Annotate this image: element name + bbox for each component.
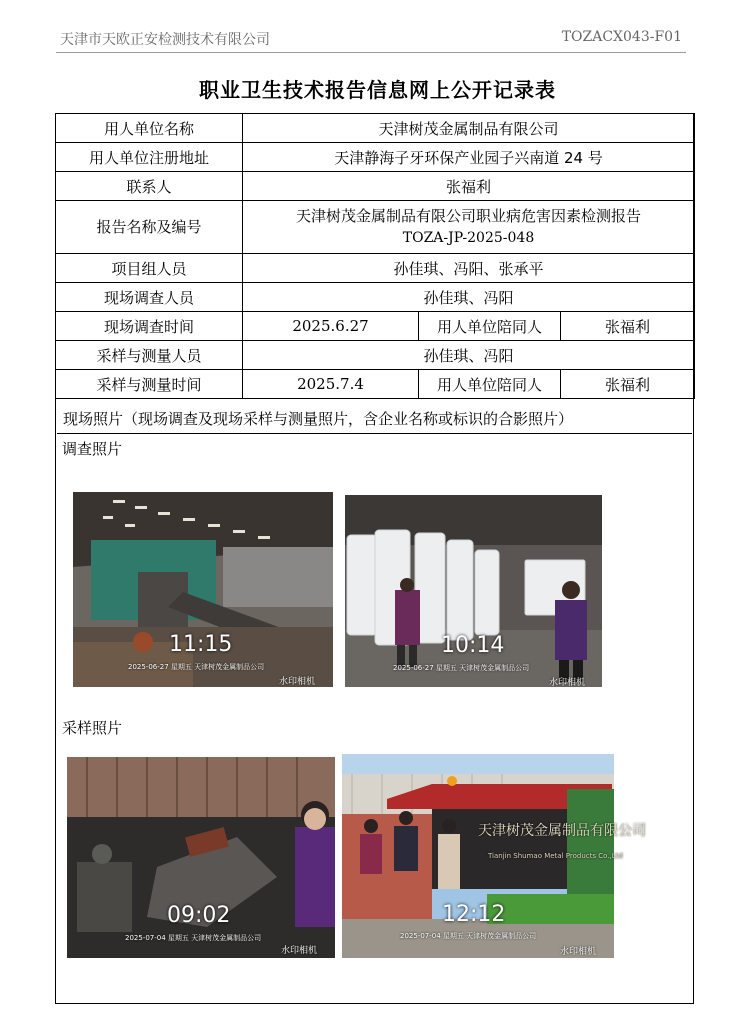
table-row: [56, 114, 695, 143]
table-row: [56, 254, 695, 283]
photo-4-time: 12:12: [442, 902, 506, 927]
table-row: [56, 172, 695, 201]
table-row: [56, 312, 695, 341]
photo-4-watermark: 水印相机: [560, 947, 597, 957]
sampling-photo-1: [67, 757, 335, 958]
photo-3-watermark: 水印相机: [281, 946, 318, 956]
survey-staff-label: 现场调查人员: [56, 283, 243, 312]
report-value: [243, 201, 695, 254]
sampling-photo-2: [342, 754, 646, 958]
photo-1-stamp: 2025-06-27 星期五 天津树茂金属制品公司: [128, 663, 265, 671]
sampling-companion-label: 用人单位陪同人: [419, 370, 561, 399]
sampling-time-label: 采样与测量时间: [56, 370, 243, 399]
unit-name-value: 天津树茂金属制品有限公司: [243, 114, 695, 143]
photo-4-stamp: 2025-07-04 星期五 天津树茂金属制品公司: [400, 932, 537, 940]
table-row: [56, 201, 695, 254]
team-label: 项目组人员: [56, 254, 243, 283]
document-title: 职业卫生技术报告信息网上公开记录表: [199, 78, 556, 102]
sampling-time-value: 2025.7.4: [243, 370, 419, 399]
page-header: [56, 28, 686, 53]
survey-staff-value: 孙佳琪、冯阳: [243, 283, 695, 312]
photo-3-time: 09:02: [167, 903, 231, 928]
report-name: 天津树茂金属制品有限公司职业病危害因素检测报告: [295, 207, 641, 225]
photo-2-time: 10:14: [441, 633, 505, 658]
address-label: 用人单位注册地址: [56, 143, 243, 172]
photo-4-sign-en: Tianjin Shumao Metal Products Co.,Ltd: [488, 852, 623, 860]
survey-photo-2: [345, 495, 602, 687]
table-row: [56, 283, 695, 312]
survey-photo-1: [73, 492, 333, 687]
survey-photos-label: 调查照片: [62, 440, 123, 458]
unit-name-label: 用人单位名称: [56, 114, 243, 143]
photo-1-time: 11:15: [169, 632, 233, 657]
contact-label: 联系人: [56, 172, 243, 201]
sampling-companion-value: 张福利: [561, 370, 695, 399]
photo-2-stamp: 2025-06-27 星期五 天津树茂金属制品公司: [393, 664, 530, 672]
report-code: TOZA-JP-2025-048: [402, 230, 535, 246]
survey-companion-value: 张福利: [561, 312, 695, 341]
sampling-photos-label: 采样照片: [62, 719, 123, 737]
info-table: [55, 113, 695, 399]
photo-2-watermark: 水印相机: [549, 678, 586, 688]
photo-4-sign: 天津树茂金属制品有限公司: [478, 823, 646, 839]
sampling-staff-value: 孙佳琪、冯阳: [243, 341, 695, 370]
report-label: 报告名称及编号: [56, 201, 243, 254]
photo-3-stamp: 2025-07-04 星期五 天津树茂金属制品公司: [125, 934, 262, 942]
photo-1-watermark: 水印相机: [279, 677, 316, 687]
address-value: 天津静海子牙环保产业园子兴南道 24 号: [243, 143, 695, 172]
header-company: 天津市天欧正安检测技术有限公司: [60, 32, 270, 48]
table-row: [56, 370, 695, 399]
photos-heading: 现场照片（现场调查及现场采样与测量照片，含企业名称或标识的合影照片）: [57, 404, 692, 434]
sampling-staff-label: 采样与测量人员: [56, 341, 243, 370]
team-value: 孙佳琪、冯阳、张承平: [243, 254, 695, 283]
survey-time-label: 现场调查时间: [56, 312, 243, 341]
survey-time-value: 2025.6.27: [243, 312, 419, 341]
table-row: [56, 341, 695, 370]
contact-value: 张福利: [243, 172, 695, 201]
header-doc-code: TOZACX043-F01: [561, 29, 682, 45]
survey-companion-label: 用人单位陪同人: [419, 312, 561, 341]
table-row: [56, 143, 695, 172]
